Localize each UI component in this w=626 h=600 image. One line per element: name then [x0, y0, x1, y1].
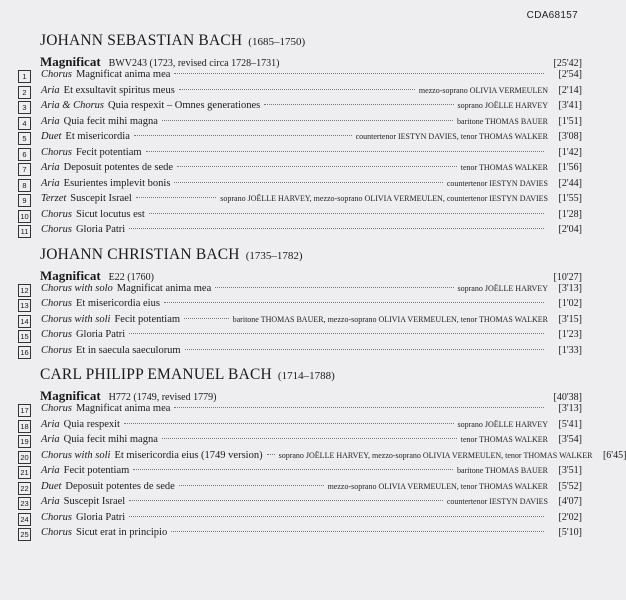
track-row — [18, 298, 582, 314]
work-catalog: E22 (1760) — [108, 271, 154, 283]
track-title: Gloria Patri — [75, 329, 126, 340]
track-duration: [1'33] — [558, 344, 582, 356]
track-form: Chorus — [41, 69, 72, 80]
track-form: Aria — [41, 496, 60, 507]
composer-name: JOHANN CHRISTIAN BACH — [40, 245, 240, 263]
dot-leader — [184, 318, 229, 319]
track-form: Chorus — [41, 527, 72, 538]
work-heading — [40, 54, 582, 69]
track-title: Quia respexit — [63, 418, 120, 430]
track-number: 3 — [18, 101, 31, 114]
composer-section — [18, 246, 582, 361]
composer-dates: (1735–1782) — [245, 249, 303, 262]
track-duration: [5'41] — [558, 418, 582, 430]
track-form: Aria — [41, 162, 60, 173]
dot-leader — [162, 438, 457, 439]
track-duration: [1'28] — [558, 208, 582, 220]
track-row — [18, 403, 582, 419]
work-catalog: BWV243 (1723, revised circa 1728–1731) — [108, 58, 280, 69]
track-row — [18, 329, 582, 345]
track-title: Quia fecit mihi magna — [63, 115, 158, 127]
track-row — [18, 116, 582, 132]
track-duration: [1'51] — [558, 115, 582, 127]
track-form: Aria — [41, 177, 60, 189]
track-title: Magnificat anima mea — [75, 403, 171, 414]
track-form: Chorus with solo — [41, 282, 113, 294]
track-soloists: mezzo-soprano OLIVIA VERMEULEN, tenor THOMAS WALKER — [327, 481, 548, 491]
track-number: 14 — [18, 315, 31, 328]
composer-name: JOHANN SEBASTIAN BACH — [40, 32, 243, 49]
track-row — [18, 193, 582, 209]
track-form: Duet — [41, 480, 62, 492]
composer-heading — [40, 246, 582, 265]
track-form: Chorus with soli — [41, 449, 111, 461]
track-duration: [6'45] — [602, 449, 626, 461]
track-soloists: countertenor IESTYN DAVIES — [446, 178, 548, 188]
track-title: Fecit potentiam — [63, 465, 130, 476]
track-form: Chorus — [41, 208, 72, 220]
track-title: Et in saecula saeculorum — [75, 344, 181, 356]
track-form: Chorus with soli — [41, 313, 111, 325]
dot-leader — [185, 349, 544, 350]
track-title: Quia fecit mihi magna — [63, 434, 158, 445]
track-row — [18, 69, 582, 85]
dot-leader — [134, 135, 352, 136]
track-form: Chorus — [41, 511, 72, 523]
dot-leader — [215, 287, 453, 288]
track-number: 7 — [18, 163, 31, 176]
track-number: 4 — [18, 117, 31, 130]
track-duration: [1'55] — [558, 193, 582, 204]
track-title: Et misericordia eius — [75, 298, 160, 309]
work-title: Magnificat — [40, 267, 101, 283]
track-number: 11 — [18, 225, 31, 238]
tracklist — [18, 32, 626, 543]
dot-leader — [174, 73, 544, 74]
track-row — [18, 100, 582, 116]
track-soloists: soprano JOËLLE HARVEY — [457, 419, 548, 429]
dot-leader — [264, 104, 453, 105]
track-title: Deposuit potentes de sede — [63, 162, 174, 173]
track-duration: [5'52] — [558, 480, 582, 492]
track-number: 9 — [18, 194, 31, 207]
track-form: Terzet — [41, 193, 67, 204]
track-soloists: soprano JOËLLE HARVEY — [457, 283, 548, 293]
track-form: Aria — [41, 418, 60, 430]
track-row — [18, 419, 582, 435]
track-soloists: baritone THOMAS BAUER, mezzo-soprano OLIVIA VERMEULEN, tenor THOMAS WALKER — [232, 314, 548, 324]
track-duration: [5'10] — [558, 527, 582, 538]
track-title: Sicut locutus est — [75, 208, 145, 220]
track-form: Chorus — [41, 298, 72, 309]
track-number: 15 — [18, 330, 31, 343]
track-form: Duet — [41, 131, 62, 142]
track-row — [18, 314, 582, 330]
track-duration: [1'42] — [558, 146, 582, 158]
track-row — [18, 162, 582, 178]
track-title: Magnificat anima mea — [116, 282, 212, 294]
track-number: 19 — [18, 435, 31, 448]
work-heading — [40, 388, 582, 403]
track-title: Et misericordia eius (1749 version) — [114, 449, 263, 461]
track-duration: [3'54] — [558, 434, 582, 445]
track-number: 18 — [18, 420, 31, 433]
track-soloists: tenor THOMAS WALKER — [460, 435, 548, 444]
track-number: 1 — [18, 70, 31, 83]
track-number: 22 — [18, 482, 31, 495]
track-form: Chorus — [41, 344, 72, 356]
work-catalog: H772 (1749, revised 1779) — [108, 392, 217, 403]
track-row — [18, 449, 626, 466]
track-form: Aria — [41, 115, 60, 127]
dot-leader — [171, 531, 544, 532]
dot-leader — [174, 182, 442, 183]
track-duration: [1'56] — [558, 162, 582, 173]
dot-leader — [133, 469, 453, 470]
track-number: 20 — [18, 451, 31, 464]
track-row — [18, 434, 582, 450]
track-duration: [2'04] — [558, 224, 582, 235]
sections-container — [18, 32, 626, 543]
track-soloists: soprano JOËLLE HARVEY — [457, 101, 548, 110]
track-title: Fecit potentiam — [114, 313, 181, 325]
composer-section — [18, 32, 582, 240]
track-row — [18, 496, 582, 512]
composer-heading — [40, 366, 582, 385]
track-title: Suscepit Israel — [70, 193, 132, 204]
track-form: Aria — [41, 465, 60, 476]
track-duration: [2'54] — [558, 69, 582, 80]
track-soloists: countertenor IESTYN DAVIES, tenor THOMAS WALKER — [355, 132, 548, 141]
dot-leader — [179, 485, 324, 486]
track-soloists: baritone THOMAS BAUER — [457, 466, 548, 475]
track-form: Aria — [41, 84, 60, 96]
track-title: Fecit potentiam — [75, 146, 142, 158]
composer-section — [18, 366, 626, 543]
track-duration: [3'13] — [558, 403, 582, 414]
dot-leader — [177, 166, 457, 167]
track-number: 8 — [18, 179, 31, 192]
track-row — [18, 345, 582, 361]
track-soloists: soprano JOËLLE HARVEY, mezzo-soprano OLIVIA VERMEULEN, tenor THOMAS WALKER — [278, 450, 593, 460]
track-number: 16 — [18, 346, 31, 359]
track-title: Magnificat anima mea — [75, 69, 171, 80]
composer-heading — [40, 32, 582, 51]
track-number: 6 — [18, 148, 31, 161]
track-title: Esurientes implevit bonis — [63, 177, 171, 189]
track-duration: [1'23] — [558, 329, 582, 340]
track-soloists: countertenor IESTYN DAVIES — [446, 497, 548, 506]
track-soloists: baritone THOMAS BAUER — [457, 116, 548, 126]
track-row — [18, 527, 582, 543]
track-title: Et misericordia — [65, 131, 130, 142]
work-total-duration: [40'38] — [553, 392, 582, 403]
track-title: Et exsultavit spiritus meus — [63, 84, 175, 96]
track-row — [18, 512, 582, 528]
dot-leader — [136, 197, 216, 198]
track-duration: [2'44] — [558, 177, 582, 189]
work-title: Magnificat — [40, 54, 101, 69]
dot-leader — [164, 302, 544, 303]
track-row — [18, 465, 582, 481]
track-form: Aria & Chorus — [41, 100, 105, 111]
track-title: Sicut erat in principio — [75, 527, 168, 538]
track-duration: [2'14] — [558, 84, 582, 96]
composer-name: CARL PHILIPP EMANUEL BACH — [40, 366, 272, 383]
track-duration: [1'02] — [558, 298, 582, 309]
dot-leader — [174, 407, 544, 408]
dot-leader — [267, 454, 275, 455]
dot-leader — [179, 89, 415, 90]
track-duration: [4'07] — [558, 496, 582, 507]
track-row — [18, 481, 582, 497]
track-form: Chorus — [41, 146, 72, 158]
track-number: 24 — [18, 513, 31, 526]
track-duration: [2'02] — [558, 511, 582, 523]
work-total-duration: [25'42] — [553, 58, 582, 69]
track-duration: [3'15] — [558, 313, 582, 325]
track-number: 25 — [18, 528, 31, 541]
catalog-number: CDA68157 — [526, 10, 578, 21]
track-number: 17 — [18, 404, 31, 417]
composer-dates: (1714–1788) — [277, 370, 335, 382]
track-number: 13 — [18, 299, 31, 312]
track-row — [18, 147, 582, 163]
track-form: Aria — [41, 434, 60, 445]
track-title: Deposuit potentes de sede — [65, 480, 175, 492]
track-duration: [3'41] — [558, 100, 582, 111]
dot-leader — [129, 516, 544, 517]
track-soloists: tenor THOMAS WALKER — [460, 163, 548, 172]
track-row — [18, 85, 582, 101]
track-number: 5 — [18, 132, 31, 145]
composer-dates: (1685–1750) — [248, 36, 306, 48]
track-title: Suscepit Israel — [63, 496, 126, 507]
track-row — [18, 209, 582, 225]
track-number: 23 — [18, 497, 31, 510]
track-title: Quia respexit – Omnes generationes — [108, 100, 261, 111]
track-number: 10 — [18, 210, 31, 223]
track-number: 2 — [18, 86, 31, 99]
work-title: Magnificat — [40, 388, 101, 403]
dot-leader — [162, 120, 453, 121]
track-duration: [3'13] — [558, 282, 582, 294]
track-number: 12 — [18, 284, 31, 297]
track-row — [18, 283, 582, 299]
dot-leader — [146, 151, 544, 152]
track-row — [18, 131, 582, 147]
track-soloists: soprano JOËLLE HARVEY, mezzo-soprano OLIVIA VERMEULEN, countertenor IESTYN DAVIES — [220, 194, 548, 203]
dot-leader — [149, 213, 544, 214]
track-soloists: mezzo-soprano OLIVIA VERMEULEN — [418, 85, 548, 95]
track-number: 21 — [18, 466, 31, 479]
track-form: Chorus — [41, 224, 72, 235]
dot-leader — [129, 228, 544, 229]
track-form: Chorus — [41, 329, 72, 340]
track-title: Gloria Patri — [75, 511, 126, 523]
dot-leader — [129, 333, 544, 334]
track-duration: [3'08] — [558, 131, 582, 142]
dot-leader — [129, 500, 443, 501]
track-row — [18, 178, 582, 194]
track-form: Chorus — [41, 403, 72, 414]
work-total-duration: [10'27] — [553, 271, 582, 283]
track-row — [18, 224, 582, 240]
track-duration: [3'51] — [558, 465, 582, 476]
work-heading — [40, 268, 582, 283]
dot-leader — [124, 423, 454, 424]
track-title: Gloria Patri — [75, 224, 126, 235]
